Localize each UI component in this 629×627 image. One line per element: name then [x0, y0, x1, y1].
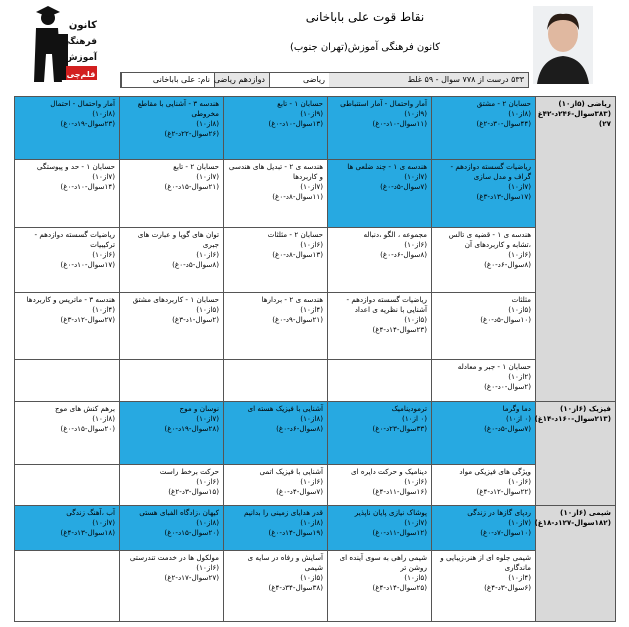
topic-stats: (۱۷سوال-۱۳د-۳غ)	[476, 192, 531, 201]
topic-cell	[120, 293, 224, 360]
topic-score: (۷از۱۰)	[508, 182, 531, 191]
page-subtitle: کانون فرهنگی آموزش(تهران جنوب)	[289, 42, 441, 53]
topic-score: (۶از۱۰)	[300, 477, 323, 486]
student-grade: دوازدهم ریاضی	[214, 73, 269, 87]
topic-title: نوسان و موج	[179, 404, 219, 413]
topic-stats: (۱۰سوال-۵د-۰غ)	[480, 315, 531, 324]
topic-stats: (۸سوال-۶د-۰غ)	[276, 424, 323, 433]
topic-stats: (۲۵سوال-۱۴د-۴غ)	[372, 583, 427, 592]
topic-stats: (۱۴سوال-۱۰د-۰غ)	[60, 182, 115, 191]
topic-cell	[432, 506, 536, 551]
topic-cell	[224, 360, 328, 402]
topic-score: (۴از۱۰)	[300, 305, 323, 314]
topic-cell	[15, 160, 120, 228]
topic-stats: (۲۸سوال-۱۹د-۰غ)	[164, 424, 219, 433]
topic-cell	[15, 360, 120, 402]
strengths-table	[14, 96, 616, 622]
topic-score: (۷از۱۰)	[92, 518, 115, 527]
topic-title: دینامیک و حرکت دایره ای	[350, 467, 427, 476]
topic-title: آسایش و رفاه در سایه ی شیمی	[247, 553, 323, 572]
topic-cell	[432, 293, 536, 360]
table-row	[15, 551, 616, 622]
subject-label: ریاضی (۵از۱۰) (۳۸۳سوال-۲۴۶د-۴۲غ ۲۷)	[536, 97, 616, 402]
topic-score: (۷از۱۰)	[196, 414, 219, 423]
topic-cell	[15, 551, 120, 622]
topic-title: هندسه ی ۲ - بردارها	[261, 295, 323, 304]
topic-score: (۵از۱۰)	[404, 315, 427, 324]
student-name: نام: علی باباخانی	[121, 73, 214, 87]
topic-score: (۷از۱۰)	[404, 518, 427, 527]
topic-cell	[15, 293, 120, 360]
topic-stats: (۱۶سوال-۱۱د-۴غ)	[372, 487, 427, 496]
topic-title: حسابان ۱ - حد و پیوستگی	[36, 162, 115, 171]
svg-text:آموزش: آموزش	[65, 53, 97, 63]
topic-title: کیهان ،زادگاه الفبای هستی	[139, 508, 219, 517]
topic-cell	[432, 160, 536, 228]
topic-stats: (۷سوال-۴د-۰غ)	[276, 487, 323, 496]
report-header	[0, 0, 629, 95]
topic-cell	[120, 97, 224, 160]
topic-stats: (۱۳سوال-۸د-۰غ)	[272, 250, 323, 259]
topic-title: توان های گویا و عبارت های جبری	[137, 230, 219, 249]
topic-title: شیمی راهی به سوی آینده ای روشن تر	[339, 553, 427, 572]
topic-cell	[432, 228, 536, 293]
topic-stats: (۳۳سوال-۲۳د-۰غ)	[372, 424, 427, 433]
topic-stats: (۸سوال-۶د-۰غ)	[380, 250, 427, 259]
topic-stats: (۲سوال-۰د-۰غ)	[484, 382, 531, 391]
topic-stats: (۱۱سوال-۸د-۰غ)	[272, 192, 323, 201]
topic-stats: (۷سوال-۵د-۰غ)	[380, 182, 427, 191]
topic-score: (۶از۱۰)	[196, 477, 219, 486]
topic-cell	[15, 97, 120, 160]
topic-stats: (۸سوال-۶د-۰غ)	[484, 260, 531, 269]
topic-title: آشنایی با فیزیک هسته ای	[247, 404, 323, 413]
topic-score: (۶از۱۰)	[300, 240, 323, 249]
table-row	[15, 506, 616, 551]
topic-cell	[224, 160, 328, 228]
topic-stats: (۱۵سوال-۳د-۲غ)	[168, 487, 219, 496]
topic-stats: (۲۰سوال-۱۵د-۰غ)	[60, 424, 115, 433]
topic-stats: (۲۷سوال-۱۷د-۲غ)	[164, 573, 219, 582]
table-row	[15, 228, 616, 293]
topic-cell	[328, 293, 432, 360]
topic-score: (۶از۱۰)	[404, 240, 427, 249]
topic-cell	[15, 465, 120, 506]
topic-cell	[432, 465, 536, 506]
topic-score: (۴از۱۰)	[508, 573, 531, 582]
topic-cell	[120, 402, 224, 465]
topic-score: (۸از۱۰)	[196, 518, 219, 527]
topic-cell	[224, 402, 328, 465]
topic-stats: (۷سوال-۵د-۰غ)	[484, 424, 531, 433]
topic-stats: (۱۷سوال-۱۰د-۰غ)	[60, 260, 115, 269]
topic-cell	[120, 506, 224, 551]
topic-cell	[328, 97, 432, 160]
topic-score: (۷از۱۰)	[404, 172, 427, 181]
topic-score: (۰ از۱۰)	[402, 414, 427, 423]
topic-stats: (۳۸سوال-۳۴د-۴غ)	[268, 583, 323, 592]
topic-cell	[15, 402, 120, 465]
topic-title: حسابان ۱ - تابع	[277, 99, 323, 108]
table-row	[15, 465, 616, 506]
topic-stats: (۲۷سوال-۱۲د-۳غ)	[60, 315, 115, 324]
topic-stats: (۸سوال-۵د-۰غ)	[172, 260, 219, 269]
topic-title: هندسه ۳ - ماتریس و کاربردها	[26, 295, 115, 304]
topic-title: حسابان ۲ - مثلثات	[267, 230, 323, 239]
topic-score: (۸از۱۰)	[196, 119, 219, 128]
student-photo	[533, 6, 593, 84]
topic-score: (۸از۱۰)	[300, 518, 323, 527]
topic-cell	[224, 97, 328, 160]
topic-score: (۷از۱۰)	[300, 182, 323, 191]
topic-score: (۷از۱۰)	[92, 172, 115, 181]
table-row	[15, 160, 616, 228]
topic-stats: (۲۲سوال-۱۲د-۴غ)	[476, 487, 531, 496]
topic-score: (۶از۱۰)	[508, 250, 531, 259]
topic-stats: (۲۶سوال-۲۲د-۲غ)	[164, 129, 219, 138]
topic-title: ریاضیات گسسته دوازدهم - گراف و مدل سازی	[450, 162, 531, 181]
topic-cell	[328, 551, 432, 622]
topic-stats: (۱۹سوال-۱۴د-۰غ)	[268, 528, 323, 537]
topic-stats: (۱۱سوال-۱۰د-۰غ)	[372, 119, 427, 128]
topic-score: (۲از۱۰)	[508, 372, 531, 381]
topic-score: (۸از۱۰)	[300, 414, 323, 423]
topic-title: مثلثات	[511, 295, 531, 304]
topic-score: (۹از۱۰)	[300, 109, 323, 118]
topic-cell	[120, 160, 224, 228]
topic-cell	[15, 506, 120, 551]
topic-cell	[328, 506, 432, 551]
topic-score: (۴از۱۰)	[92, 305, 115, 314]
topic-cell	[120, 551, 224, 622]
topic-stats: (۲۳سوال-۱۹د-۰غ)	[60, 119, 115, 128]
table-row	[15, 360, 616, 402]
topic-cell	[328, 465, 432, 506]
topic-score: (۵از۱۰)	[404, 573, 427, 582]
topic-score: (۵از۱۰)	[196, 305, 219, 314]
topic-cell	[224, 551, 328, 622]
topic-stats: (۱۲سوال-۱۱د-۰غ)	[372, 528, 427, 537]
topic-title: حسابان ۲ - تابع	[173, 162, 219, 171]
topic-cell	[224, 293, 328, 360]
topic-cell	[120, 360, 224, 402]
topic-title: ترمودینامیک	[391, 404, 427, 413]
topic-score: (۵از۱۰)	[300, 573, 323, 582]
topic-title: حسابان ۱ - جبر و معادله	[457, 362, 531, 371]
topic-title: حسابان ۱ - کاربردهای مشتق	[132, 295, 219, 304]
topic-score: (۷از۱۰)	[508, 518, 531, 527]
topic-score: (۸از۱۰)	[508, 109, 531, 118]
topic-cell	[432, 360, 536, 402]
topic-cell	[328, 402, 432, 465]
topic-title: ویژگی های فیزیکی مواد	[459, 467, 531, 476]
topic-stats: (۶سوال-۳د-۴غ)	[484, 583, 531, 592]
page-title: نقاط قوت علی باباخانی	[305, 10, 425, 24]
table-row	[15, 293, 616, 360]
topic-stats: (۲۱سوال-۱۵د-۰غ)	[164, 182, 219, 191]
kanoon-logo-icon	[28, 4, 98, 90]
table-row	[15, 97, 616, 160]
topic-score: (۷از۱۰)	[196, 172, 219, 181]
svg-text:کانون: کانون	[68, 20, 97, 31]
topic-score: (۶از۱۰)	[196, 250, 219, 259]
topic-score: (۶از۱۰)	[92, 250, 115, 259]
topic-stats: (۲سوال-۱د-۳غ)	[172, 315, 219, 324]
topic-title: قدر هدایای زمینی را بدانیم	[243, 508, 323, 517]
topic-title: هندسه ۳ - آشنایی با مقاطع مخروطی	[137, 99, 219, 118]
topic-cell	[120, 228, 224, 293]
topic-cell	[432, 551, 536, 622]
topic-score: (۰ از۱۰)	[506, 414, 531, 423]
topic-title: شیمی جلوه ای از هنر،زیبایی و ماندگاری	[440, 553, 531, 572]
topic-title: آمار واحتمال - آمار استنباطی	[340, 99, 427, 108]
topic-title: دما وگرما	[502, 404, 531, 413]
topic-title: پوشاک نیازی پایان ناپذیر	[354, 508, 427, 517]
topic-title: آب ،آهنگ زندگی	[66, 508, 115, 517]
topic-title: حرکت برخط راست	[159, 467, 219, 476]
topic-stats: (۴۴سوال-۳۰د-۲غ)	[476, 119, 531, 128]
topic-title: آشنایی با فیزیک اتمی	[259, 467, 323, 476]
topic-cell	[432, 402, 536, 465]
topic-title: آمار واحتمال - احتمال	[50, 99, 115, 108]
topic-score: (۵از۱۰)	[508, 305, 531, 314]
topic-title: حسابان ۲ - مشتق	[476, 99, 531, 108]
topic-score: (۶از۱۰)	[508, 477, 531, 486]
student-stats: ۵۳۳ درست از ۷۷۸ سوال - ۵۹ غلط	[329, 73, 528, 87]
topic-stats: (۲۱سوال-۹د-۰غ)	[272, 315, 323, 324]
topic-title: هندسه ی ۱ - چند ضلعی ها	[347, 162, 427, 171]
topic-cell	[328, 360, 432, 402]
topic-stats: (۲۳سوال-۱۴د-۴غ)	[372, 325, 427, 334]
topic-stats: (۱۳سوال-۱۰د-۰غ)	[268, 119, 323, 128]
subject-label: فیزیک (۶از۱۰) (۲۱۳سوال-۱۶۰د-۱۴غ)	[536, 402, 616, 506]
student-field: ریاضی	[269, 73, 329, 87]
table-row	[15, 402, 616, 465]
topic-cell	[224, 465, 328, 506]
topic-cell	[120, 465, 224, 506]
topic-stats: (۱۸سوال-۱۳د-۴غ)	[60, 528, 115, 537]
topic-score: (۶از۱۰)	[404, 477, 427, 486]
topic-title: ریاضیات گسسته دوازدهم - آشنایی با نظریه ی اعداد	[346, 295, 427, 314]
topic-score: (۸از۱۰)	[92, 109, 115, 118]
topic-title: ردپای گازها در زندگی	[467, 508, 531, 517]
topic-cell	[224, 506, 328, 551]
topic-title: مولکول ها در خدمت تندرستی	[129, 553, 219, 562]
topic-title: ریاضیات گسسته دوازدهم - ترکیبیات	[34, 230, 115, 249]
topic-cell	[328, 228, 432, 293]
topic-stats: (۲۰سوال-۱۵د-۰غ)	[164, 528, 219, 537]
subject-label: شیمی (۶از۱۰) (۱۸۲سوال-۱۲۷د-۱۸غ)	[536, 506, 616, 622]
topic-score: (۶از۱۰)	[196, 563, 219, 572]
topic-title: هندسه ی ۲ - تبدیل های هندسی و کاربردها	[228, 162, 323, 181]
topic-cell	[328, 160, 432, 228]
svg-text:فرهنگی: فرهنگی	[61, 37, 97, 47]
topic-cell	[224, 228, 328, 293]
topic-title: هندسه ی ۱ - قضیه ی تالس ،تشابه و کاربردهای آن	[448, 230, 531, 249]
student-info-bar	[120, 72, 529, 88]
topic-score: (۹از۱۰)	[404, 109, 427, 118]
topic-score: (۸از۱۰)	[92, 414, 115, 423]
topic-title: مجموعه ، الگو ،دنباله	[363, 230, 427, 239]
topic-title: برهم کنش های موج	[55, 404, 115, 413]
topic-cell	[15, 228, 120, 293]
topic-stats: (۱۰سوال-۷د-۰غ)	[480, 528, 531, 537]
topic-cell	[432, 97, 536, 160]
svg-text:قلم‌چی: قلم‌چی	[66, 70, 96, 79]
